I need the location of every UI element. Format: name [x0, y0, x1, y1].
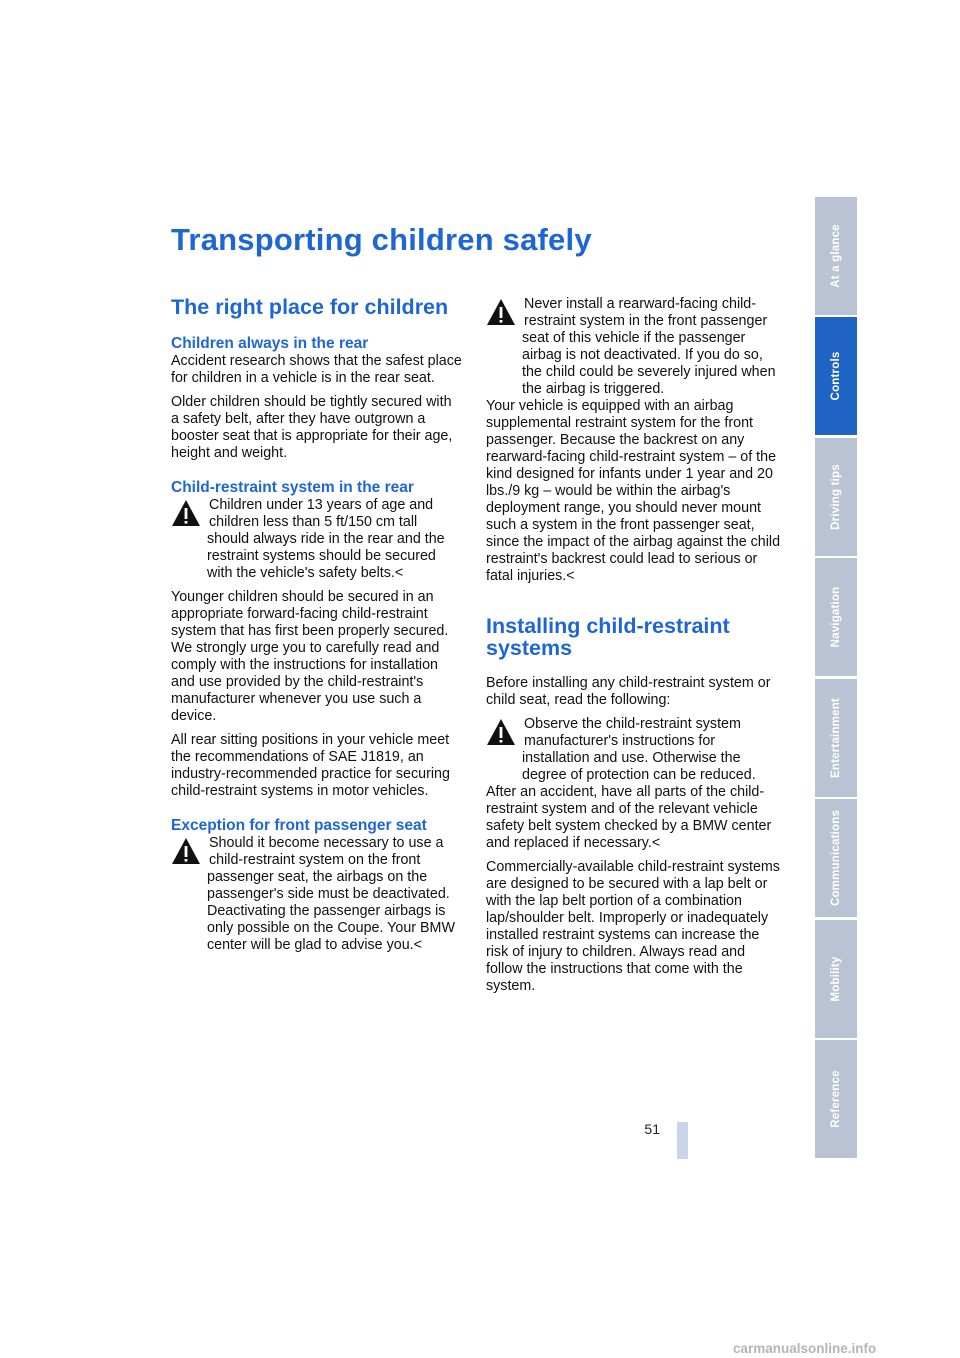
warning-text: Children under 13 years of age and children less than 5 ft/150 cm tall should always ride in the rear and the restraint systems should be secured with the vehicle's safety belts.<	[207, 497, 445, 581]
warning-text-continued: Your vehicle is equipped with an airbag supplemental restraint system for the front passenger. Because the backrest on any rearward-facing child-restraint system – of the kind designed for infants under 1 year and 20 lbs./9 kg – would be within the airbag's deployment range, you should never mount such a system in the front passenger seat, since the impact of the airbag against the child restraint's backrest could lead to serious or fatal injuries.<	[486, 398, 781, 584]
chapter-tabs	[815, 197, 857, 1160]
tab-entertainment[interactable]: Entertainment	[815, 679, 857, 797]
warning-text-continued: After an accident, have all parts of the child-restraint system and of the relevant vehicle safety belt system checked by a BMW center and replaced if necessary.<	[486, 784, 772, 851]
tab-controls[interactable]: Controls	[815, 317, 857, 435]
page-number-bar	[677, 1122, 688, 1159]
paragraph: Commercially-available child-restraint systems are designed to be secured with a lap belt or with the lap belt portion of a combination lap/shoulder belt. Improperly or inadequately installed restraint systems can increase the risk of injury to children. Always read and follow the instructions that come with the system.	[486, 859, 780, 994]
warning-triangle-icon	[486, 717, 516, 747]
tab-at-a-glance[interactable]: At a glance	[815, 197, 857, 315]
left-column	[171, 296, 463, 954]
warning-text: Never install a rearward-facing child-restraint system in the front passenger seat of this vehicle if the passenger airbag is not deactivated. If you do so, the child could be severely injured when the airbag is triggered.	[522, 296, 776, 397]
tab-communications[interactable]: Communications	[815, 799, 857, 917]
warning-note	[486, 716, 782, 784]
right-column	[486, 296, 782, 995]
warning-text: Observe the child-restraint system manufacturer's instructions for installation and use. Otherwise the degree of protection can be reduced.	[522, 716, 756, 783]
subheading-restraint-rear: Child-restraint system in the rear	[171, 479, 414, 496]
tab-mobility[interactable]: Mobility	[815, 920, 857, 1038]
warning-note	[171, 835, 463, 954]
subheading-children-rear: Children always in the rear	[171, 335, 369, 352]
warning-triangle-icon	[171, 498, 201, 528]
page-title: Transporting children safely	[171, 222, 592, 257]
warning-triangle-icon	[486, 297, 516, 327]
warning-triangle-icon	[171, 836, 201, 866]
paragraph: Younger children should be secured in an appropriate forward-facing child-restraint system that has first been properly secured. We strongly urge you to carefully read and comply with the instructions for installation and use provided by the child-restraint's manufacturer whenever you use such a device.	[171, 589, 449, 724]
section-heading-installing: Installing child-restraint systems	[486, 614, 730, 660]
paragraph: All rear sitting positions in your vehicle meet the recommendations of SAE J1819, an industry-recommended practice for securing child-restraint systems in motor vehicles.	[171, 732, 450, 799]
paragraph: Accident research shows that the safest place for children in a vehicle is in the rear seat.	[171, 353, 462, 386]
warning-text: Should it become necessary to use a child-restraint system on the front passenger seat, the airbags on the passenger's side must be deactivated. Deactivating the passenger airbags is only possible on the Coupe. Your BMW center will be glad to advise you.<	[207, 835, 455, 953]
paragraph: Before installing any child-restraint system or child seat, read the following:	[486, 675, 771, 708]
section-heading-right-place: The right place for children	[171, 295, 449, 319]
tab-reference[interactable]: Reference	[815, 1040, 857, 1158]
page-number: 51	[644, 1121, 660, 1137]
tab-driving-tips[interactable]: Driving tips	[815, 438, 857, 556]
warning-note	[171, 497, 463, 582]
paragraph: Older children should be tightly secured with a safety belt, after they have outgrown a booster seat that is appropriate for their age, height and weight.	[171, 394, 453, 461]
subheading-front-passenger: Exception for front passenger seat	[171, 817, 427, 834]
footer-watermark: carmanualsonline.info	[733, 1341, 877, 1356]
warning-note	[486, 296, 782, 398]
tab-navigation[interactable]: Navigation	[815, 558, 857, 676]
